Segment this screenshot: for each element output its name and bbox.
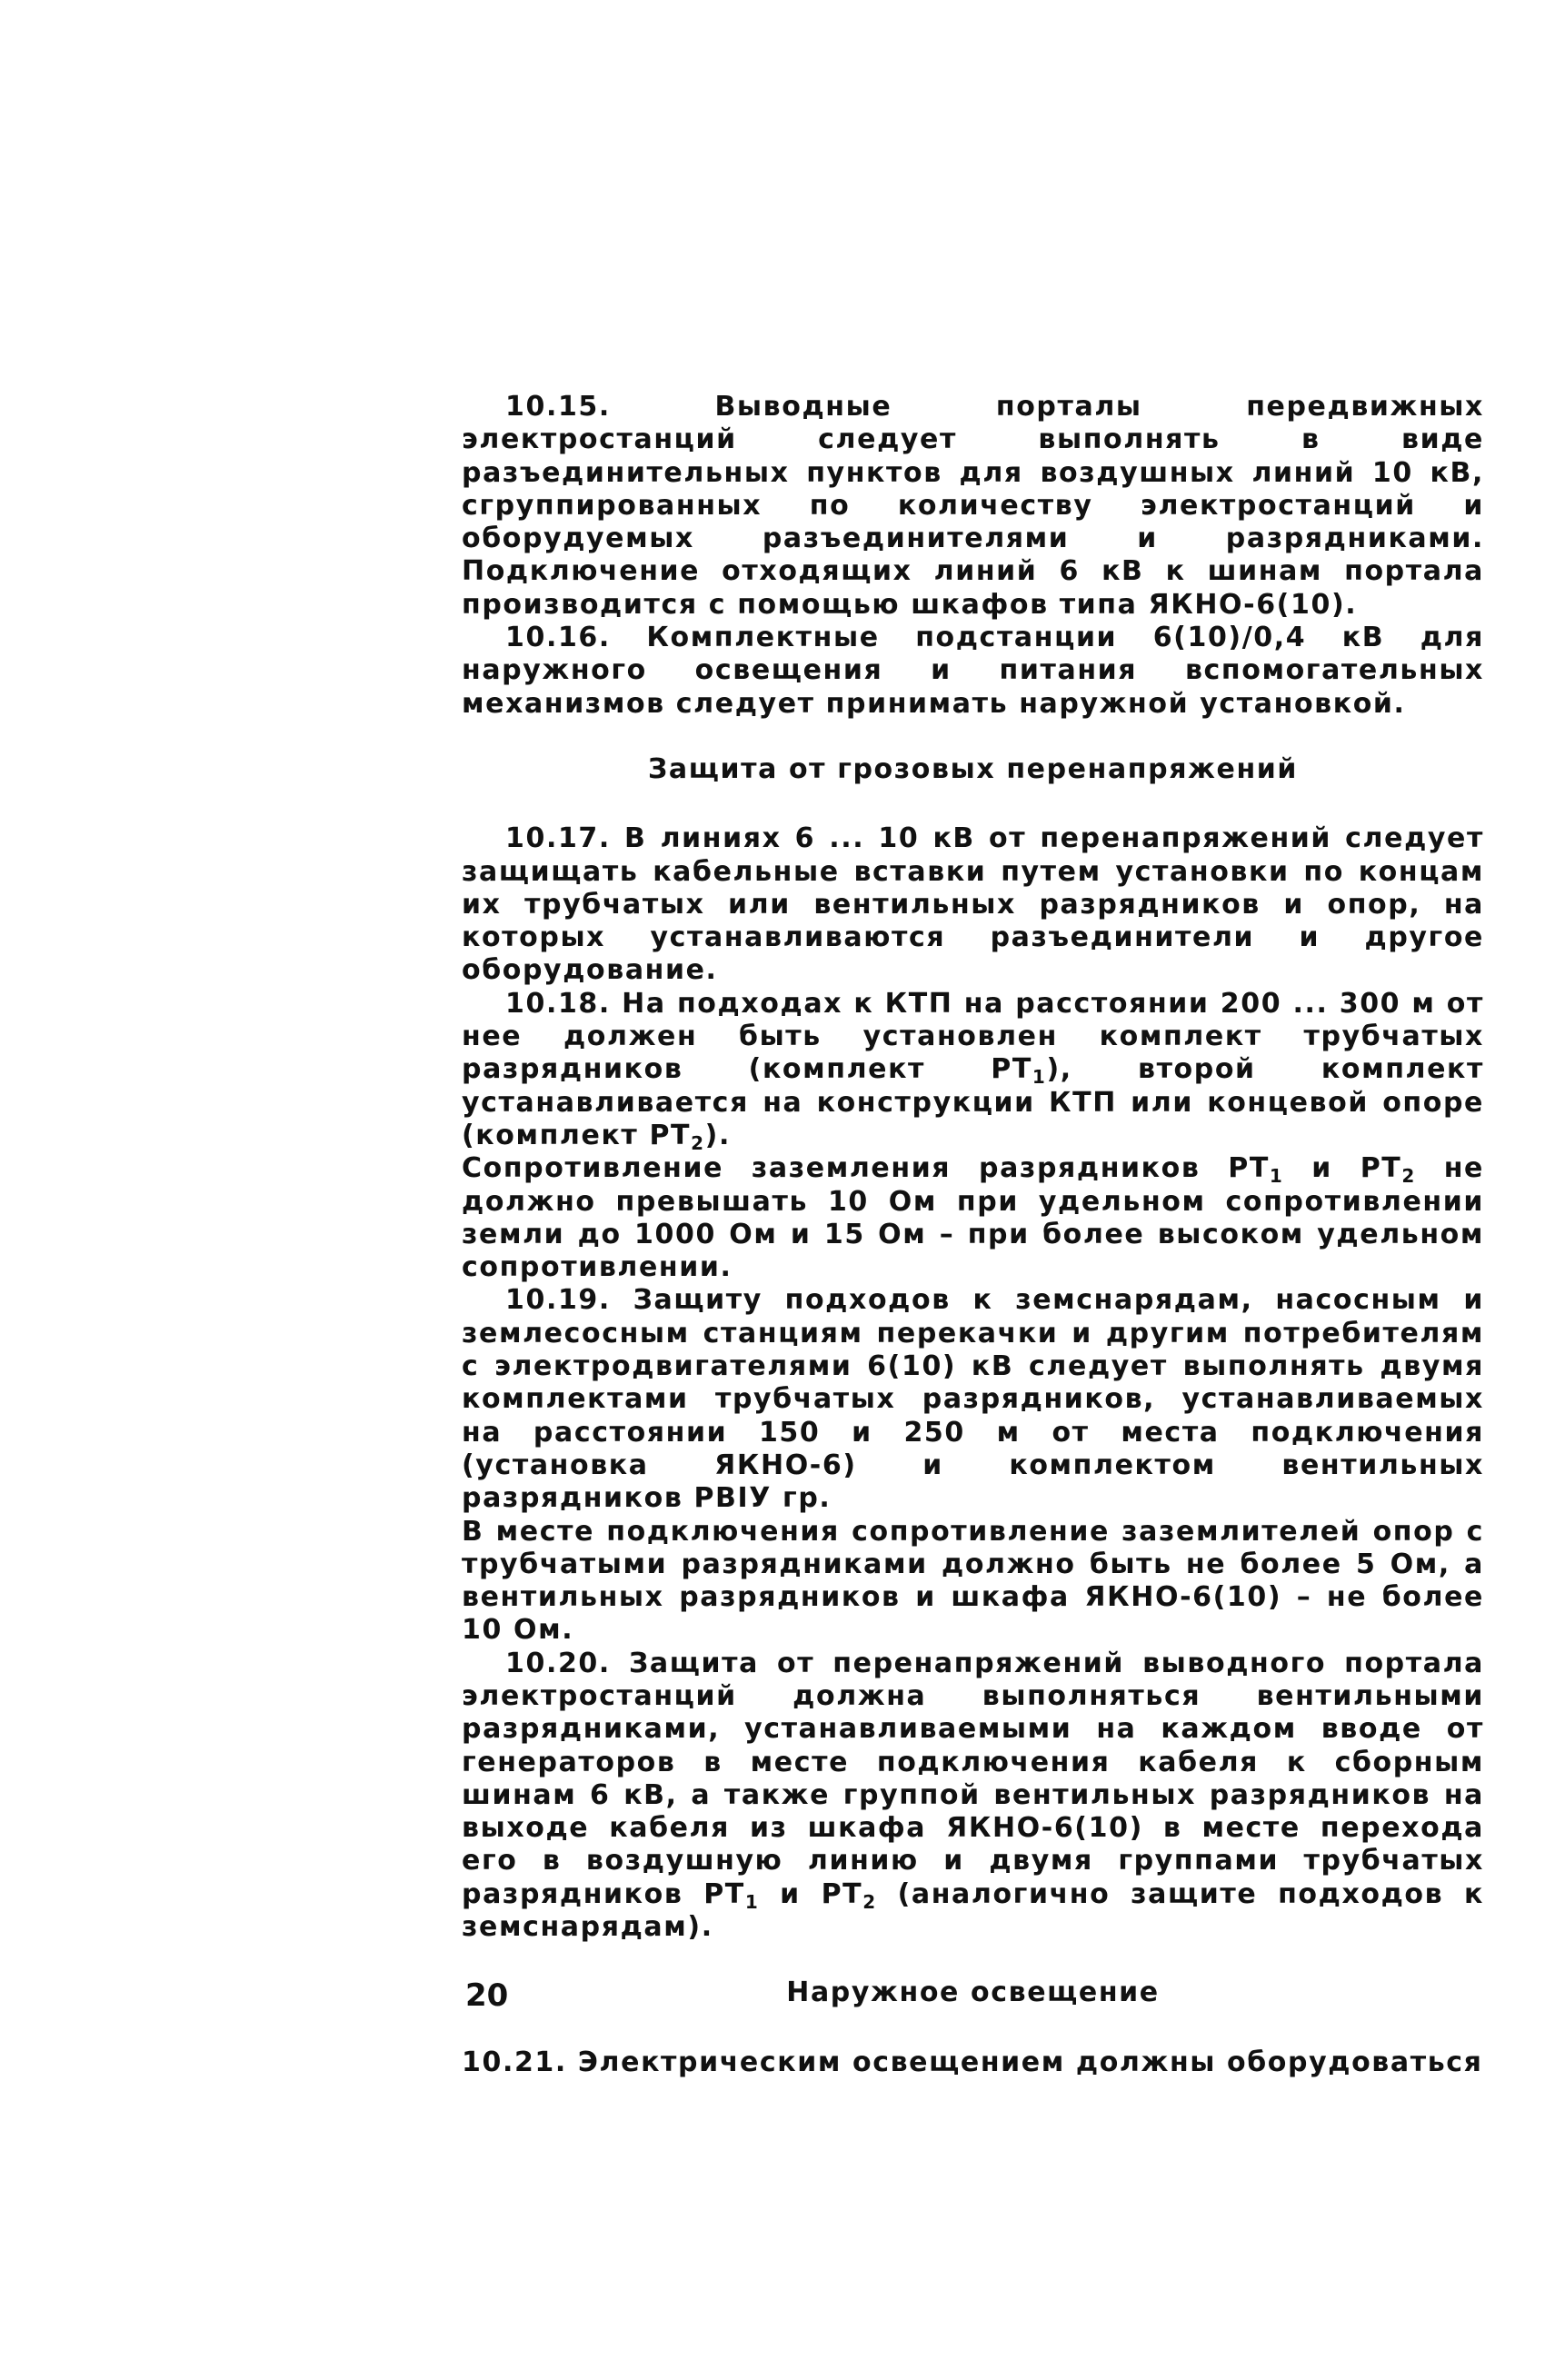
spacer	[462, 2010, 1484, 2046]
spacer	[462, 1944, 1484, 1977]
paragraph-10-15: 10.15. Выводные порталы передвижных электростанций следует выполнять в виде разъединительных пунктов для воздушных линий 10 кВ, сгруппированных по количеству электростанций и оборудуемых разъединителями и разрядниками. Подключение отходящих линий 6 кВ к шинам портала производится с помощью шкафов типа ЯКНО-6(10).	[462, 391, 1484, 621]
paragraph-10-18-text: 10.18. На подходах к КТП на расстоянии 200 ... 300 м от нее должен быть установлен комплект трубчатых разрядников (комплект РТ	[462, 987, 1484, 1086]
page-number: 20	[465, 1977, 509, 2014]
paragraph-10-20	[462, 1648, 1484, 1945]
paragraph-10-19: 10.19. Защиту подходов к земснарядам, насосным и землесосным станциям перекачки и другим потребителям с электродвигателями 6(10) кВ следует выполнять двумя комплектами трубчатых разрядников, устанавливаемых на расстоянии 150 и 250 м от места подключения (установка ЯКНО-6) и комплектом вентильных разрядников РВIУ гр.	[462, 1284, 1484, 1515]
subscript: 1	[744, 1890, 760, 1913]
paragraph-text: не должно превышать 10 Ом при удельном сопротивлении земли до 1000 Ом и 15 Ом – при более высоком удельном сопротивлении.	[462, 1152, 1484, 1284]
paragraph-text: и РТ	[759, 1877, 863, 1910]
paragraph-10-18	[462, 988, 1484, 1152]
section-heading-lightning-protection: Защита от грозовых перенапряжений	[647, 752, 1299, 785]
subscript: 1	[1032, 1066, 1047, 1089]
paragraph-text: Сопротивление заземления разрядников РТ	[462, 1152, 1270, 1185]
spacer	[462, 786, 1484, 822]
subscript: 2	[1401, 1165, 1416, 1188]
body-text	[462, 391, 1484, 2079]
section-heading-outdoor-lighting: Наружное освещение	[786, 1977, 1160, 2009]
paragraph-10-18-text-end: ).	[704, 1119, 731, 1151]
subscript: 1	[1269, 1165, 1284, 1188]
paragraph-10-16: 10.16. Комплектные подстанции 6(10)/0,4 кВ для наружного освещения и питания вспомогательных механизмов следует принимать наружной установкой.	[462, 622, 1484, 720]
subscript: 2	[691, 1131, 705, 1154]
paragraph-text: 10.20. Защита от перенапряжений выводного портала электростанций должна выполняться вентильными разрядниками, устанавливаемыми на каждом вводе от генераторов в месте подключения кабеля к сборным шинам 6 кВ, а также группой вентильных разрядников на выходе кабеля из шкафа ЯКНО-6(10) в месте перехода его в воздушную линию и двумя группами трубчатых разрядников РТ	[462, 1647, 1484, 1910]
paragraph-grounding-limits: В месте подключения сопротивление заземлителей опор с трубчатыми разрядниками должно быть не более 5 Ом, а вентильных разрядников и шкафа ЯКНО-6(10) – не более 10 Ом.	[462, 1515, 1484, 1647]
paragraph-10-18-text-mid: ), второй комплект устанавливается на конструкции КТП или концевой опоре (комплект РТ	[462, 1053, 1484, 1151]
paragraph-grounding-resistance	[462, 1152, 1484, 1284]
paragraph-10-17: 10.17. В линиях 6 ... 10 кВ от перенапряжений следует защищать кабельные вставки путем установки по концам их трубчатых или вентильных разрядников и опор, на которых устанавливаются разъединители и другое оборудование.	[462, 822, 1484, 987]
subscript: 2	[862, 1890, 877, 1913]
paragraph-text: и РТ	[1283, 1152, 1402, 1185]
paragraph-text: (аналогично защите подходов к земснарядам).	[462, 1877, 1484, 1944]
paragraph-10-21: 10.21. Электрическим освещением должны оборудоваться	[462, 2046, 1483, 2078]
spacer	[462, 721, 1484, 753]
